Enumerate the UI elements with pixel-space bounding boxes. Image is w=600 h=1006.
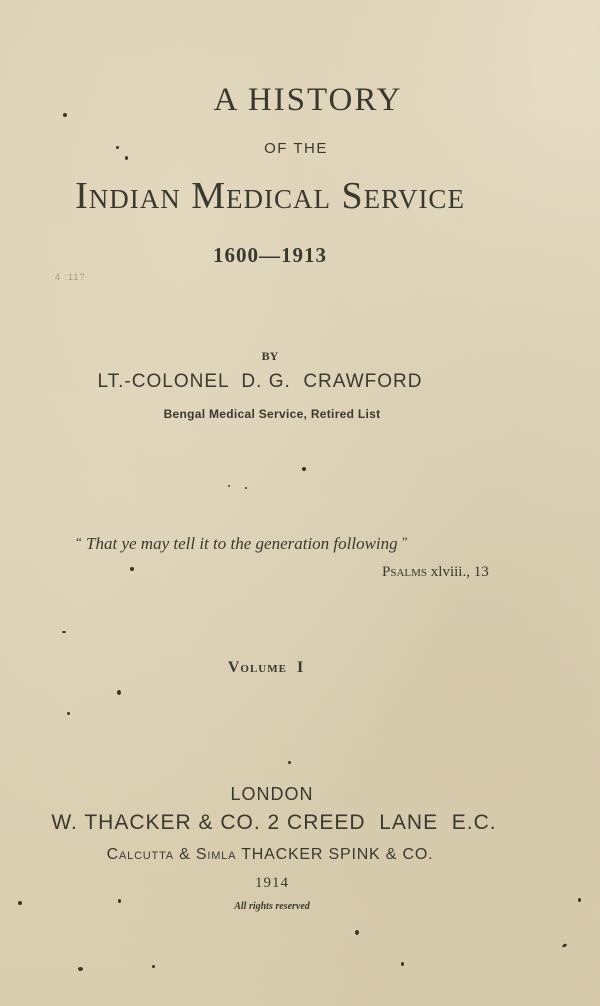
paper-speck — [67, 712, 70, 715]
date-range: 1600—1913 — [213, 243, 327, 267]
library-stamp: 4 :11? — [55, 272, 86, 282]
imprint-year: 1914 — [255, 875, 289, 891]
paper-speck — [562, 943, 568, 948]
paper-speck — [288, 761, 291, 764]
paper-speck — [117, 690, 121, 695]
volume-label: Volume I — [227, 659, 305, 676]
imprint-city: LONDON — [230, 784, 314, 804]
epigraph — [76, 534, 408, 554]
author-affiliation: Bengal Medical Service, Retired List — [163, 407, 381, 421]
paper-speck — [152, 965, 155, 968]
paper-speck — [578, 898, 581, 902]
epigraph-citation — [382, 564, 489, 581]
epigraph-text: That ye may tell it to the generation following — [86, 534, 398, 553]
author-name: LT.-COLONEL D. G. CRAWFORD — [97, 371, 423, 392]
paper-speck — [245, 487, 247, 489]
title-line-1: A HISTORY — [213, 82, 403, 118]
paper-speck — [302, 467, 306, 471]
branches-publisher: THACKER SPINK & CO. — [241, 846, 434, 863]
title-line-2: OF THE — [264, 140, 328, 157]
rights-notice: All rights reserved — [234, 901, 310, 912]
paper-speck — [62, 631, 66, 633]
paper-speck — [355, 930, 359, 935]
branches-cities: Calcutta & Simla — [106, 846, 237, 863]
open-quote: “ — [76, 534, 82, 549]
paper-speck — [228, 485, 230, 487]
paper-speck — [401, 962, 404, 966]
citation-book: Psalms — [382, 564, 428, 580]
close-quote: ” — [401, 534, 408, 549]
paper-speck — [130, 567, 134, 571]
citation-ref: xlviii., 13 — [430, 564, 489, 580]
imprint-publisher: W. THACKER & CO. 2 CREED LANE E.C. — [51, 811, 497, 834]
paper-speck — [78, 967, 83, 971]
imprint-branches — [0, 846, 570, 864]
by-label: BY — [261, 349, 279, 363]
title-main: Indian Medical Service — [75, 175, 465, 217]
